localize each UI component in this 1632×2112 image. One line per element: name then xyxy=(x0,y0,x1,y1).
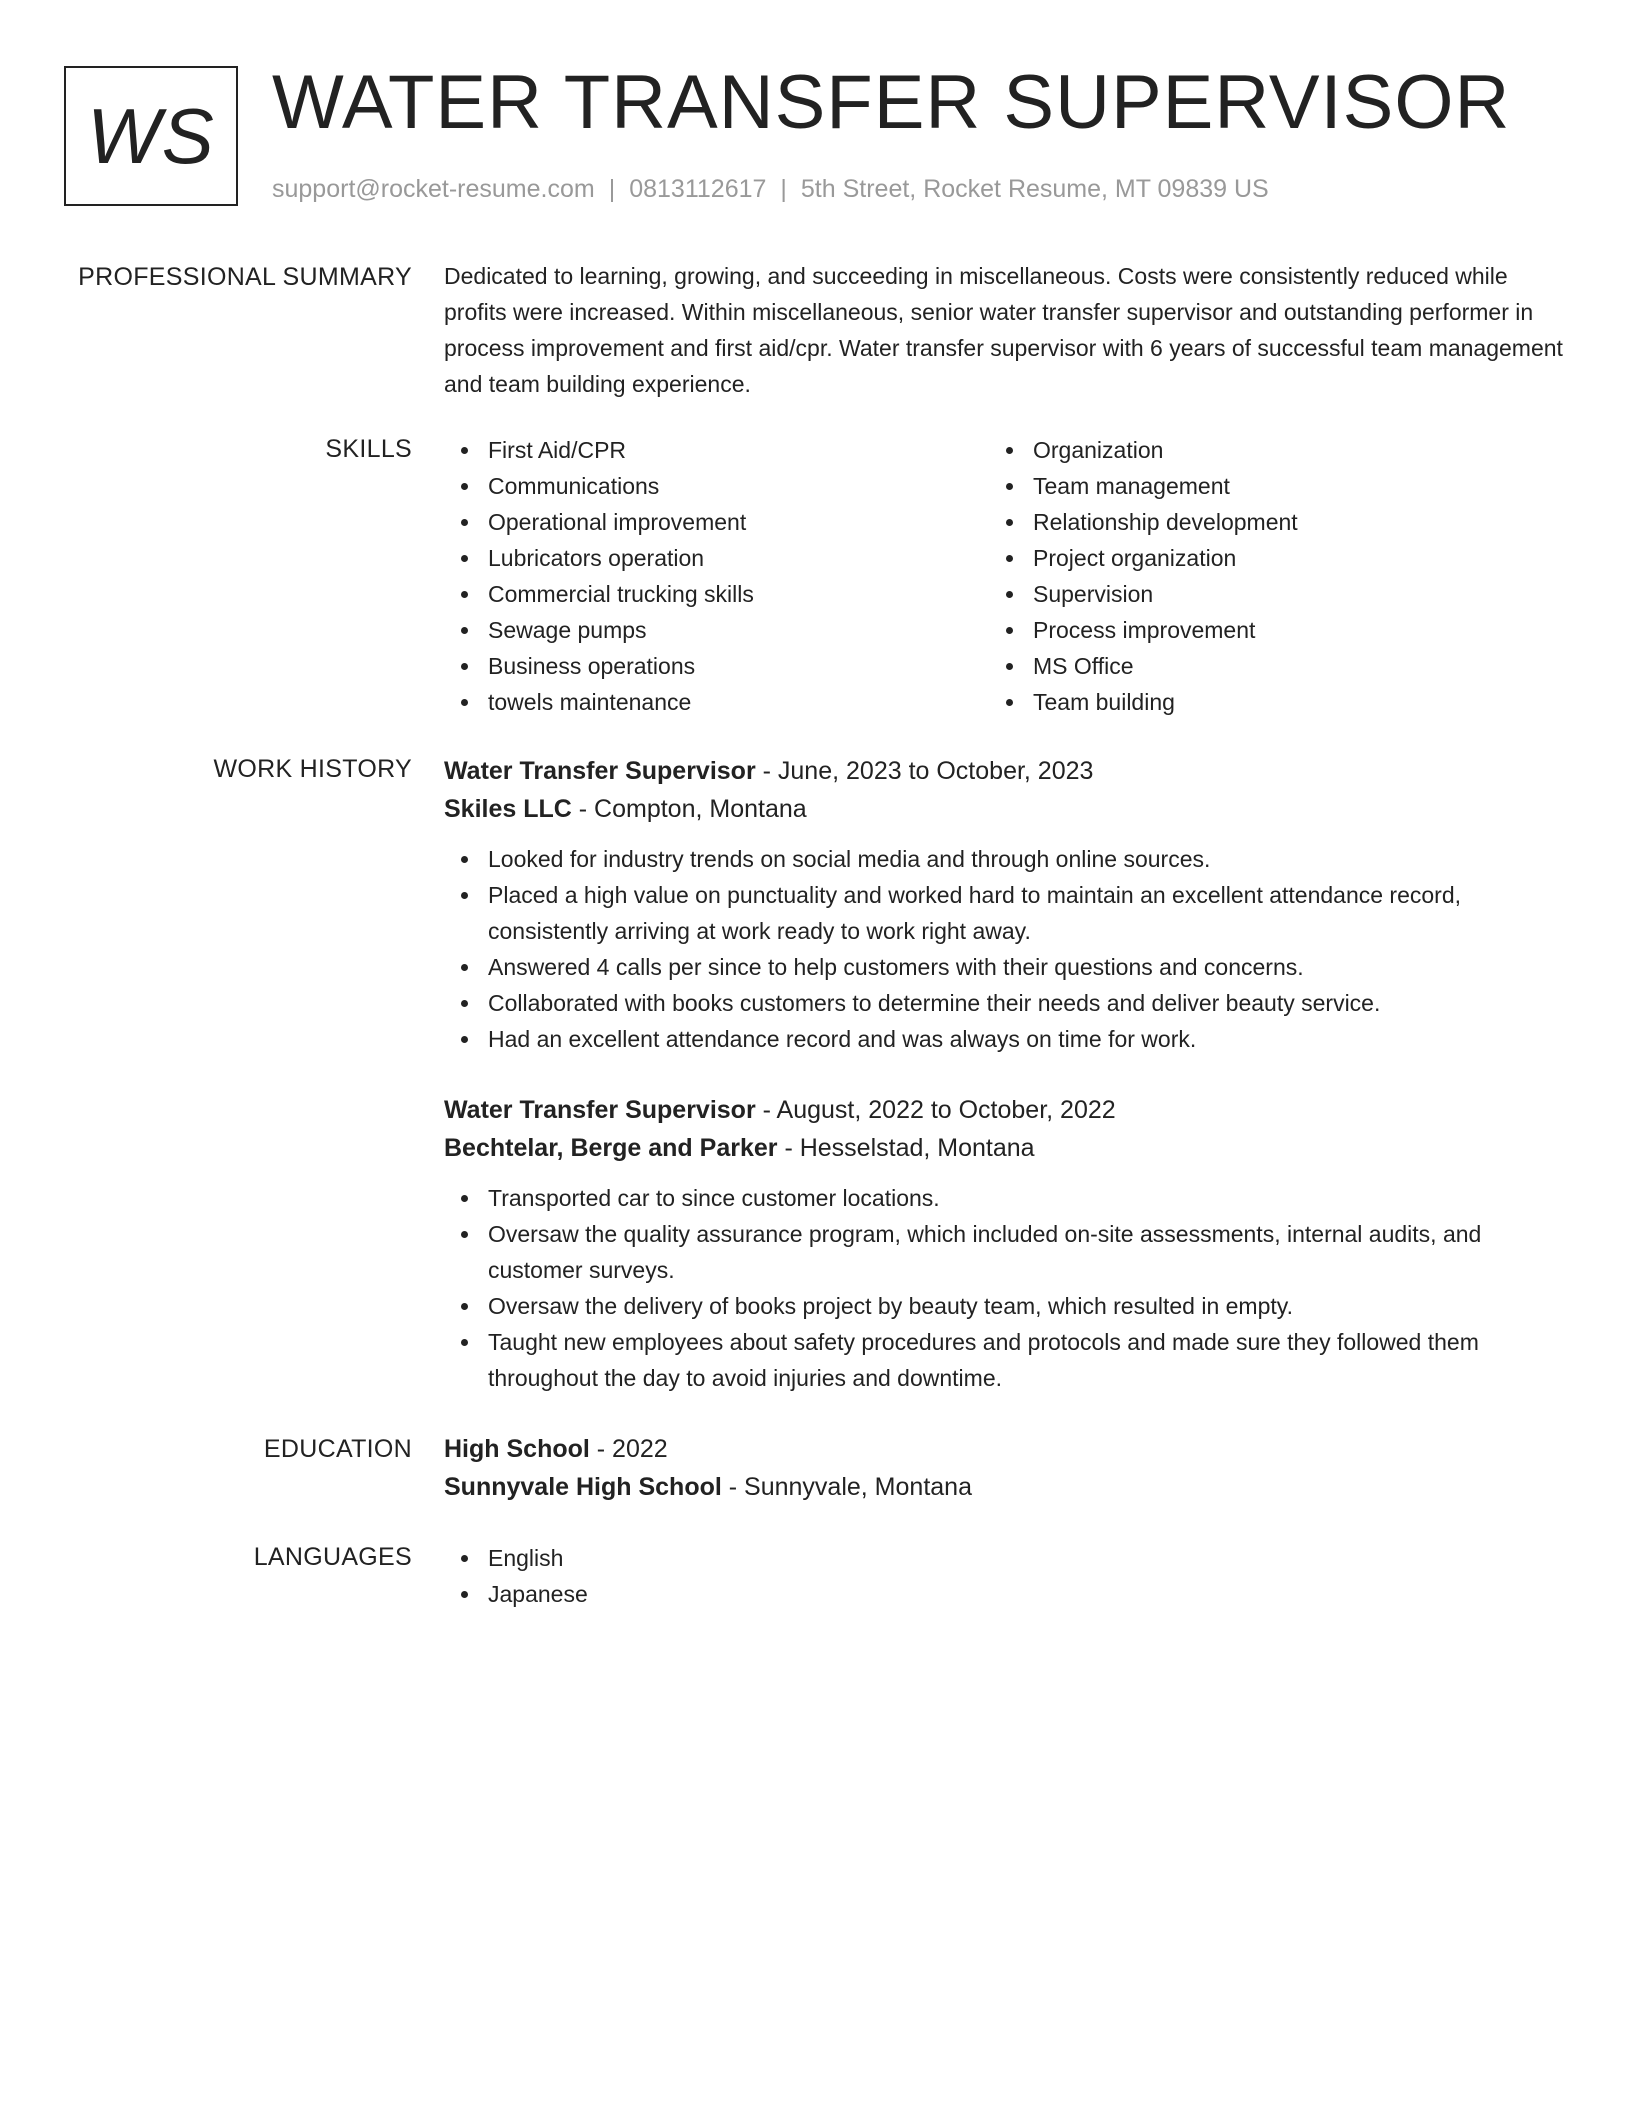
work-history-section xyxy=(444,752,1564,1396)
job-bullet: Oversaw the quality assurance program, which included on-site assessments, internal audits, and customer surveys. xyxy=(444,1216,1564,1288)
education-school-line xyxy=(444,1468,1564,1506)
job-title: Water Transfer Supervisor xyxy=(444,1096,756,1124)
contact-separator: | xyxy=(608,175,616,203)
job-company-line xyxy=(444,790,1564,828)
dash: - xyxy=(721,1473,745,1501)
job-bullet: Looked for industry trends on social media and through online sources. xyxy=(444,841,1564,877)
summary-text: Dedicated to learning, growing, and succeeding in miscellaneous. Costs were consistently reduced while profits were increased. Within miscellaneous, senior water transfer supervisor and outstanding performer in process improvement and first aid/cpr. Water transfer supervisor with 6 years of successful team management and team building experience. xyxy=(444,263,1563,397)
contact-line xyxy=(272,172,1269,206)
dash: - xyxy=(777,1134,800,1162)
monogram-logo: WS xyxy=(64,66,238,206)
skill-item: Operational improvement xyxy=(444,504,989,540)
skill-item: Supervision xyxy=(989,576,1534,612)
job-bullet: Placed a high value on punctuality and worked hard to maintain an excellent attendance record, consistently arriving at work ready to work right away. xyxy=(444,877,1564,949)
section-label-skills: SKILLS xyxy=(325,435,412,463)
languages-list xyxy=(444,1540,1564,1612)
dash: - xyxy=(589,1435,613,1463)
skill-item: Project organization xyxy=(989,540,1534,576)
education-year: 2022 xyxy=(612,1435,668,1463)
dash: - xyxy=(571,795,595,823)
skill-item: MS Office xyxy=(989,648,1534,684)
job-bullet: Transported car to since customer locations. xyxy=(444,1180,1564,1216)
section-label-work-history: WORK HISTORY xyxy=(213,755,412,783)
job-title: Water Transfer Supervisor xyxy=(444,757,756,785)
skill-item: Commercial trucking skills xyxy=(444,576,989,612)
skill-item: Lubricators operation xyxy=(444,540,989,576)
job-dates: June, 2023 to October, 2023 xyxy=(777,757,1094,785)
job-location: Hesselstad, Montana xyxy=(799,1134,1035,1162)
skill-item: Communications xyxy=(444,468,989,504)
summary-section xyxy=(444,258,1564,402)
job-entry xyxy=(444,752,1564,1057)
skill-item: towels maintenance xyxy=(444,684,989,720)
job-bullet: Answered 4 calls per since to help customers with their questions and concerns. xyxy=(444,949,1564,985)
education-section xyxy=(444,1430,1564,1506)
dash: - xyxy=(755,1096,777,1124)
job-bullet: Taught new employees about safety procedures and protocols and made sure they followed them throughout the day to avoid injuries and downtime. xyxy=(444,1324,1564,1396)
education-location: Sunnyvale, Montana xyxy=(744,1473,972,1501)
contact-address: 5th Street, Rocket Resume, MT 09839 US xyxy=(800,175,1269,203)
job-entry xyxy=(444,1091,1564,1396)
skill-item: Relationship development xyxy=(989,504,1534,540)
skill-item: Process improvement xyxy=(989,612,1534,648)
job-location: Compton, Montana xyxy=(594,795,807,823)
page-title: WATER TRANSFER SUPERVISOR xyxy=(272,60,1511,145)
skill-item: Team building xyxy=(989,684,1534,720)
dash: - xyxy=(755,757,778,785)
job-company: Bechtelar, Berge and Parker xyxy=(444,1134,778,1162)
job-bullet: Oversaw the delivery of books project by beauty team, which resulted in empty. xyxy=(444,1288,1564,1324)
skills-list-right xyxy=(989,432,1534,720)
skills-grid xyxy=(444,432,1564,720)
education-degree: High School xyxy=(444,1435,590,1463)
job-title-line xyxy=(444,1091,1564,1129)
education-school: Sunnyvale High School xyxy=(444,1473,722,1501)
skill-item: Business operations xyxy=(444,648,989,684)
skills-list-left xyxy=(444,432,989,720)
skill-item: Team management xyxy=(989,468,1534,504)
job-title-line xyxy=(444,752,1564,790)
job-dates: August, 2022 to October, 2022 xyxy=(776,1096,1116,1124)
section-label-education: EDUCATION xyxy=(263,1435,412,1463)
section-label-languages: LANGUAGES xyxy=(253,1543,412,1571)
job-bullet: Had an excellent attendance record and was always on time for work. xyxy=(444,1021,1564,1057)
skills-section xyxy=(444,432,1564,720)
section-label-summary: PROFESSIONAL SUMMARY xyxy=(78,263,412,291)
job-bullets xyxy=(444,841,1564,1057)
education-degree-line xyxy=(444,1430,1564,1468)
contact-phone: 0813112617 xyxy=(629,175,767,203)
contact-separator: | xyxy=(780,175,787,203)
job-company-line xyxy=(444,1129,1564,1167)
language-item: Japanese xyxy=(444,1576,1564,1612)
contact-email: support@rocket-resume.com xyxy=(272,175,595,203)
skill-item: First Aid/CPR xyxy=(444,432,989,468)
language-item: English xyxy=(444,1540,1564,1576)
job-bullets xyxy=(444,1180,1564,1396)
skill-item: Organization xyxy=(989,432,1534,468)
languages-section xyxy=(444,1540,1564,1612)
job-bullet: Collaborated with books customers to determine their needs and deliver beauty service. xyxy=(444,985,1564,1021)
skill-item: Sewage pumps xyxy=(444,612,989,648)
job-company: Skiles LLC xyxy=(444,795,572,823)
